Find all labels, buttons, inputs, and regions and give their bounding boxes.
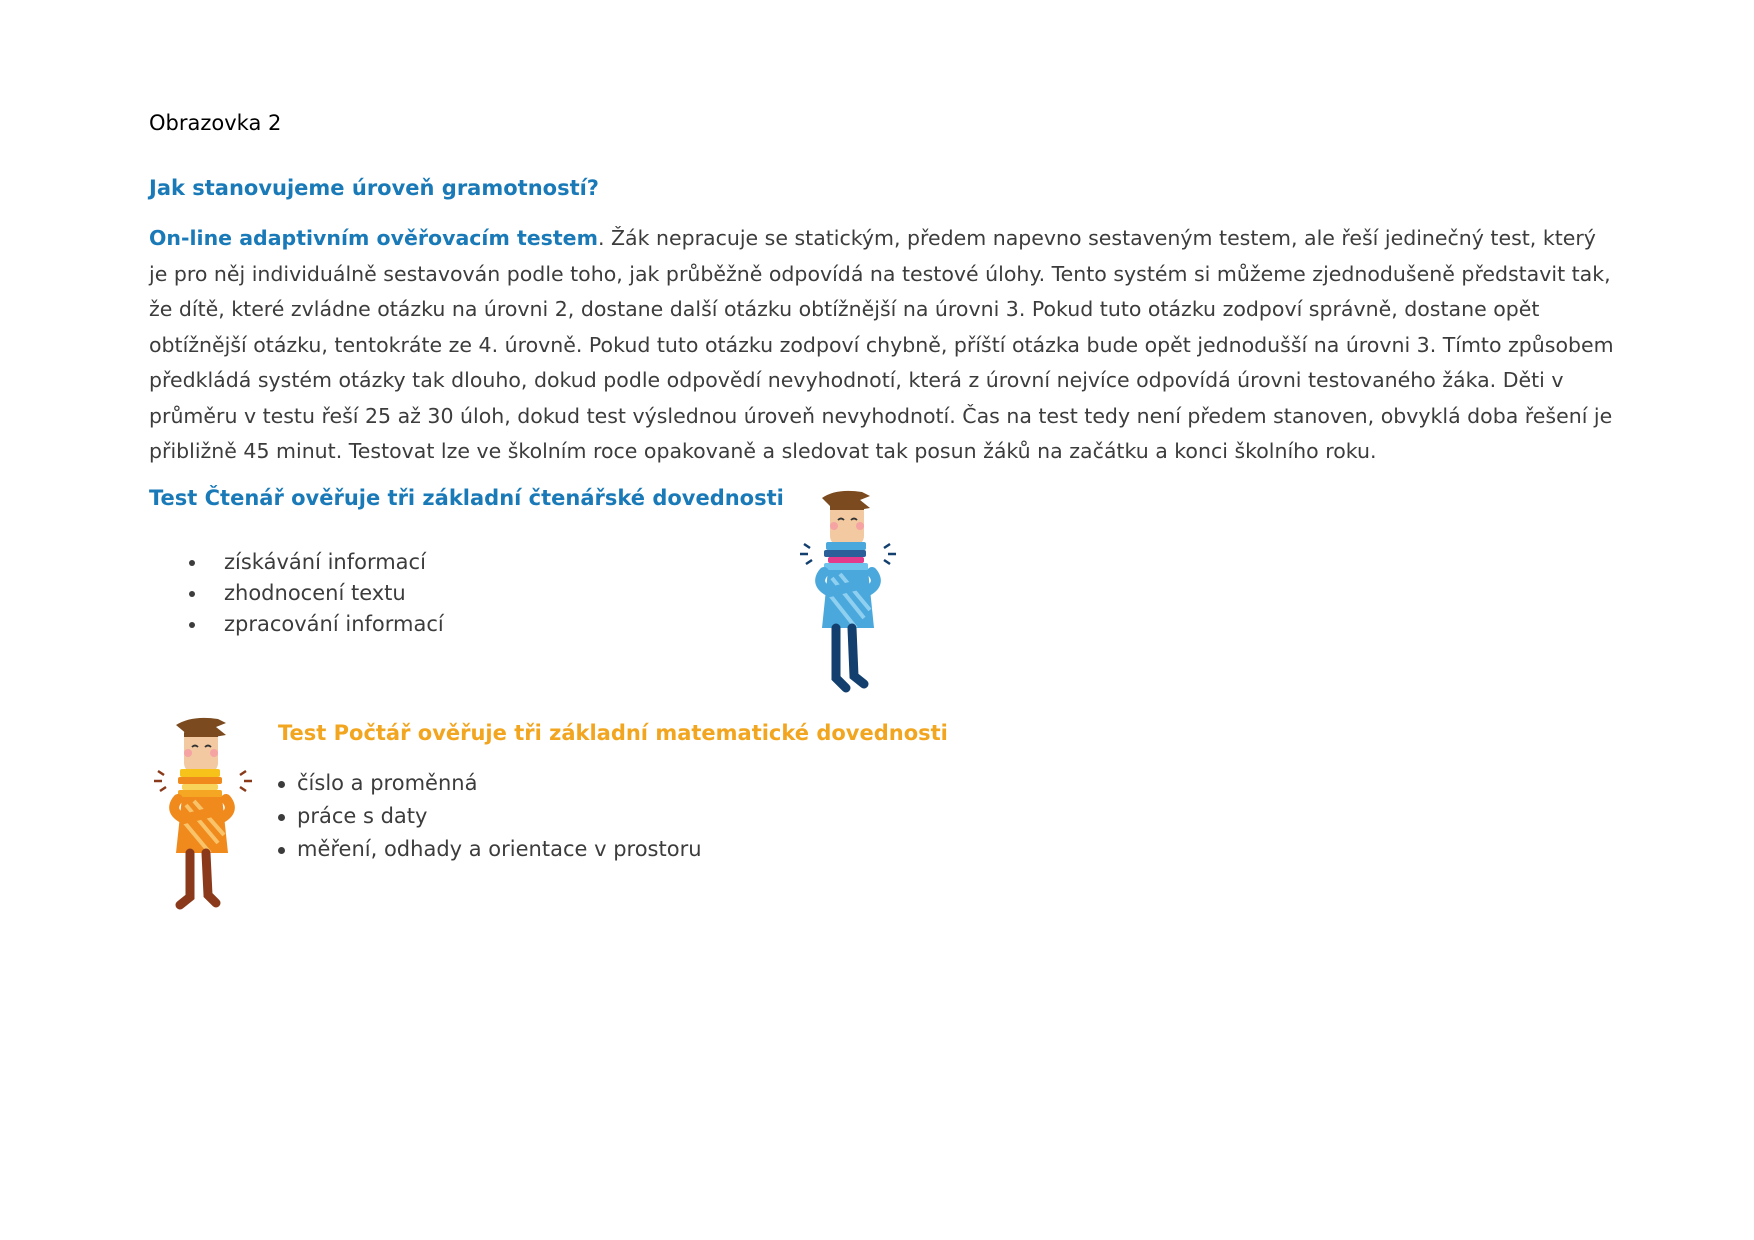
list-item: číslo a proměnná — [278, 767, 702, 800]
ctenar-heading: Test Čtenář ověřuje tři základní čtenářské dovednosti — [149, 486, 784, 510]
ctenar-skill-list — [149, 547, 444, 640]
list-item: získávání informací — [149, 547, 444, 578]
list-item: práce s daty — [278, 800, 702, 833]
list-item: měření, odhady a orientace v prostoru — [278, 833, 702, 866]
list-item: zpracování informací — [149, 609, 444, 640]
screen-label: Obrazovka 2 — [149, 111, 282, 135]
pocitar-heading: Test Počtář ověřuje tři základní matematické dovednosti — [278, 721, 948, 745]
intro-paragraph — [149, 221, 1619, 470]
intro-lead: On-line adaptivním ověřovacím testem — [149, 226, 598, 250]
intro-body: . Žák nepracuje se statickým, předem napevno sestaveným testem, ale řeší jedinečný test, který je pro něj individuálně sestavován podle toho, jak průběžně odpovídá na testové úlohy. Tento systém si můžeme zjednodušeně představit tak, že dítě, které zvládne otázku na úrovni 2, dostane další otázku obtížnější na úrovni 3. Pokud tuto otázku zodpoví správně, dostane opět obtížnější otázku, tentokráte ze 4. úrovně. Pokud tuto otázku zodpoví chybně, příští otázka bude opět jednodušší na úrovni 3. Tímto způsobem předkládá systém otázky tak dlouho, dokud podle odpovědí nevyhodnotí, která z úrovní nejvíce odpovídá úrovni testovaného žáka. Děti v průměru v testu řeší 25 až 30 úloh, dokud test výslednou úroveň nevyhodnotí. Čas na test tedy není předem stanoven, obvyklá doba řešení je přibližně 45 minut. Testovat lze ve školním roce opakovaně a sledovat tak posun žáků na začátku a konci školního roku. — [149, 226, 1614, 463]
pocitar-skill-list — [278, 767, 702, 866]
question-heading: Jak stanovujeme úroveň gramotností? — [149, 176, 599, 200]
reader-boy-illustration — [796, 488, 900, 693]
counter-boy-illustration — [154, 715, 254, 910]
list-item: zhodnocení textu — [149, 578, 444, 609]
